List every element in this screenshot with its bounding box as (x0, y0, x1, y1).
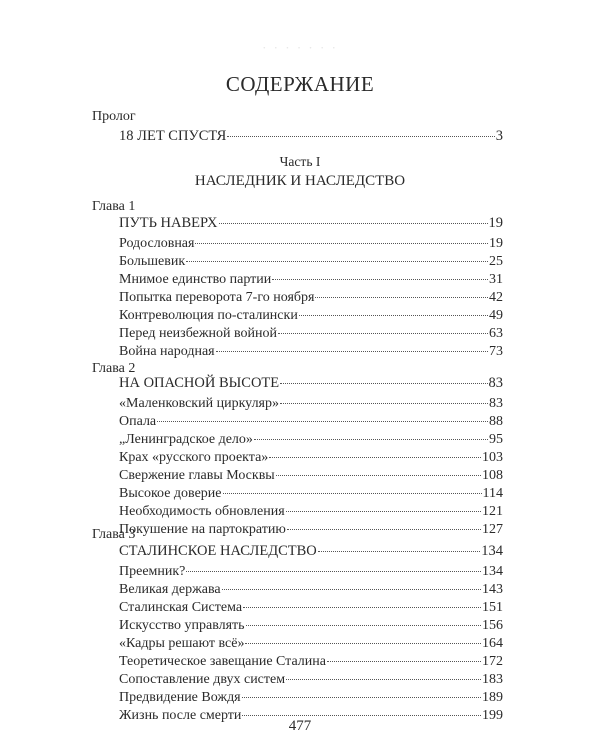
dot-leader (186, 571, 481, 572)
toc-entry-prolog[interactable] (119, 127, 503, 145)
toc-entry-page: 156 (482, 618, 503, 633)
chapter-title: ПУТЬ НАВЕРХ (119, 215, 218, 231)
toc-entry[interactable] (119, 271, 503, 289)
dot-leader (195, 243, 488, 244)
toc-entry-page: 42 (489, 290, 503, 305)
toc-entry[interactable] (119, 235, 503, 253)
prolog-label: Пролог (92, 109, 136, 124)
toc-entry-page: 172 (482, 654, 503, 669)
toc-entry-page: 151 (482, 600, 503, 615)
dot-leader (186, 261, 488, 262)
toc-entry-page: 134 (482, 564, 503, 579)
toc-entry-title: Родословная (119, 236, 195, 251)
chapter-1-heading[interactable] (119, 214, 503, 232)
toc-entry-title: Теоретическое завещание Сталина (119, 654, 326, 669)
chapter-2-label: Глава 2 (92, 361, 136, 376)
toc-entry[interactable] (119, 689, 503, 707)
dot-leader (278, 333, 488, 334)
chapter-2-heading[interactable] (119, 374, 503, 392)
dot-leader (287, 529, 481, 530)
toc-entry-page: 121 (482, 504, 503, 519)
chapter-page: 19 (488, 215, 503, 231)
dot-leader (157, 421, 488, 422)
toc-entry-page: 143 (482, 582, 503, 597)
dot-leader (219, 223, 488, 224)
toc-entry-title: Преемник? (119, 564, 186, 579)
toc-entry[interactable] (119, 617, 503, 635)
toc-entry-title: „Ленинградское дело» (119, 432, 253, 447)
toc-entry-page: 49 (489, 308, 503, 323)
toc-entry-page: 19 (489, 236, 503, 251)
dot-leader (276, 475, 481, 476)
toc-entry-page: 63 (489, 326, 503, 341)
toc-entry[interactable] (119, 289, 503, 307)
dot-leader (269, 457, 481, 458)
toc-entry-title: «Кадры решают всё» (119, 636, 245, 651)
toc-entry-page: 88 (489, 414, 503, 429)
toc-entry[interactable] (119, 413, 503, 431)
toc-entry[interactable] (119, 449, 503, 467)
toc-entry[interactable] (119, 635, 503, 653)
dot-leader (222, 589, 481, 590)
toc-entry-page: 108 (482, 468, 503, 483)
toc-entry-page: 199 (482, 708, 503, 723)
toc-entry-page: 95 (489, 432, 503, 447)
dot-leader (243, 607, 481, 608)
toc-entry[interactable] (119, 599, 503, 617)
dot-leader (227, 136, 494, 137)
dot-leader (216, 351, 488, 352)
bleed-through-text: · · · · · · · (262, 40, 338, 55)
dot-leader (299, 315, 488, 316)
dot-leader (280, 383, 487, 384)
chapter-page: 134 (481, 543, 503, 559)
toc-entry[interactable] (119, 307, 503, 325)
toc-entry-page: 189 (482, 690, 503, 705)
toc-entry[interactable] (119, 671, 503, 689)
toc-entry-title: Сопоставление двух систем (119, 672, 286, 687)
toc-entry[interactable] (119, 521, 503, 539)
dot-leader (280, 403, 488, 404)
toc-entry-title: Необходимость обновления (119, 504, 285, 519)
toc-entry-page: 83 (489, 396, 503, 411)
toc-entry-title: Большевик (119, 254, 186, 269)
toc-entry-page: 127 (482, 522, 503, 537)
toc-entry[interactable] (119, 395, 503, 413)
toc-entry-page: 25 (489, 254, 503, 269)
page-title: СОДЕРЖАНИЕ (225, 72, 375, 96)
toc-entry-page: 31 (489, 272, 503, 287)
chapter-3-heading[interactable] (119, 542, 503, 560)
dot-leader (245, 643, 481, 644)
toc-entry-title: Предвидение Вождя (119, 690, 241, 705)
dot-leader (254, 439, 488, 440)
toc-entry-title: Сталинская Система (119, 600, 243, 615)
dot-leader (242, 715, 481, 716)
toc-entry-title: Жизнь после смерти (119, 708, 242, 723)
toc-entry-title: Покушение на партократию (119, 522, 286, 537)
toc-entry[interactable] (119, 467, 503, 485)
dot-leader (286, 679, 481, 680)
chapter-title: СТАЛИНСКОЕ НАСЛЕДСТВО (119, 543, 317, 559)
toc-entry-title: Искусство управлять (119, 618, 245, 633)
toc-entry-page: 164 (482, 636, 503, 651)
dot-leader (315, 297, 488, 298)
toc-entry-title: Война народная (119, 344, 215, 359)
chapter-3-label: Глава 3 (92, 527, 136, 542)
toc-entry[interactable] (119, 325, 503, 343)
dot-leader (327, 661, 481, 662)
toc-entry-page: 103 (482, 450, 503, 465)
page-number: 477 (288, 718, 312, 734)
toc-entry-title: Высокое доверие (119, 486, 222, 501)
toc-entry-title: Контреволюция по-сталински (119, 308, 298, 323)
chapter-1-label: Глава 1 (92, 199, 136, 214)
toc-entry-title: Попытка переворота 7-го ноября (119, 290, 315, 305)
toc-entry[interactable] (119, 563, 503, 581)
toc-entry-page: 73 (489, 344, 503, 359)
toc-entry-title: Перед неизбежной войной (119, 326, 278, 341)
toc-entry-title: Мнимое единство партии (119, 272, 272, 287)
dot-leader (246, 625, 481, 626)
chapter-page: 83 (488, 375, 503, 391)
toc-entry-page: 3 (495, 128, 503, 144)
toc-entry[interactable] (119, 253, 503, 271)
toc-entry[interactable] (119, 343, 503, 361)
toc-entry[interactable] (119, 581, 503, 599)
dot-leader (223, 493, 482, 494)
dot-leader (318, 551, 480, 552)
part-label: Часть I (279, 154, 321, 169)
dot-leader (242, 697, 481, 698)
toc-entry-title: «Маленковский циркуляр» (119, 396, 279, 411)
toc-entry-title: Опала (119, 414, 157, 429)
toc-entry-page: 114 (482, 486, 503, 501)
toc-entry-title: 18 ЛЕТ СПУСТЯ (119, 128, 227, 144)
toc-entry[interactable] (119, 503, 503, 521)
dot-leader (272, 279, 488, 280)
toc-entry-title: Великая держава (119, 582, 221, 597)
part-title: НАСЛЕДНИК И НАСЛЕДСТВО (194, 173, 406, 189)
toc-entry-title: Свержение главы Москвы (119, 468, 275, 483)
toc-entry-page: 183 (482, 672, 503, 687)
dot-leader (286, 511, 481, 512)
toc-entry[interactable] (119, 653, 503, 671)
chapter-title: НА ОПАСНОЙ ВЫСОТЕ (119, 375, 280, 391)
toc-entry[interactable] (119, 485, 503, 503)
toc-entry-title: Крах «русского проекта» (119, 450, 269, 465)
toc-entry[interactable] (119, 431, 503, 449)
